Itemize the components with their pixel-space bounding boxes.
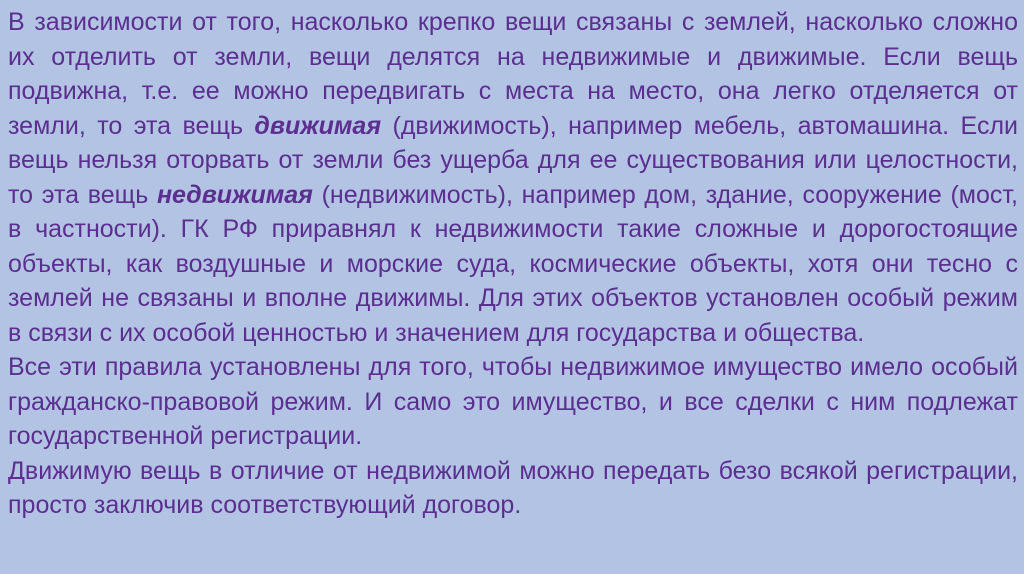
term-movable: движимая bbox=[254, 111, 382, 140]
slide-text-body bbox=[8, 5, 1018, 523]
paragraph-text: (движимость), например мебель, автомашина. Если вещь нельзя оторвать от земли без ущерба для ее существования или целостности, то эта вещь bbox=[8, 111, 1018, 209]
paragraph-registration: Все эти правила установлены для того, чтобы недвижимое имущество имело особый гражданско-правовой режим. И само это имущество, и все сделки с ним подлежат государственной регистрации. bbox=[8, 353, 1018, 450]
paragraph-text: В зависимости от того, насколько крепко вещи связаны с землей, насколько сложно их отделить от земли, вещи делятся на недвижимые и движимые. Если вещь подвижна, т.е. ее можно передвигать с места на место, она легко отделяется от земли, то эта вещь bbox=[8, 8, 1018, 140]
term-immovable: недвижимая bbox=[156, 180, 313, 209]
paragraph-text: (недвижимость), например дом, здание, сооружение (мост, в частности). ГК РФ приравнял к недвижимости такие сложные и дорогостоящие объекты, как воздушные и морские суда, космические объекты, хотя они тесно с землей не связаны и вполне движимы. Для этих объектов установлен особый режим в связи с их особой ценностью и значением для государства и общества. bbox=[8, 180, 1018, 347]
paragraph-movable-transfer: Движимую вещь в отличие от недвижимой можно передать безо всякой регистрации, просто заключив соответствующий договор. bbox=[8, 456, 1018, 519]
paragraph-movable-immovable bbox=[8, 5, 1018, 350]
